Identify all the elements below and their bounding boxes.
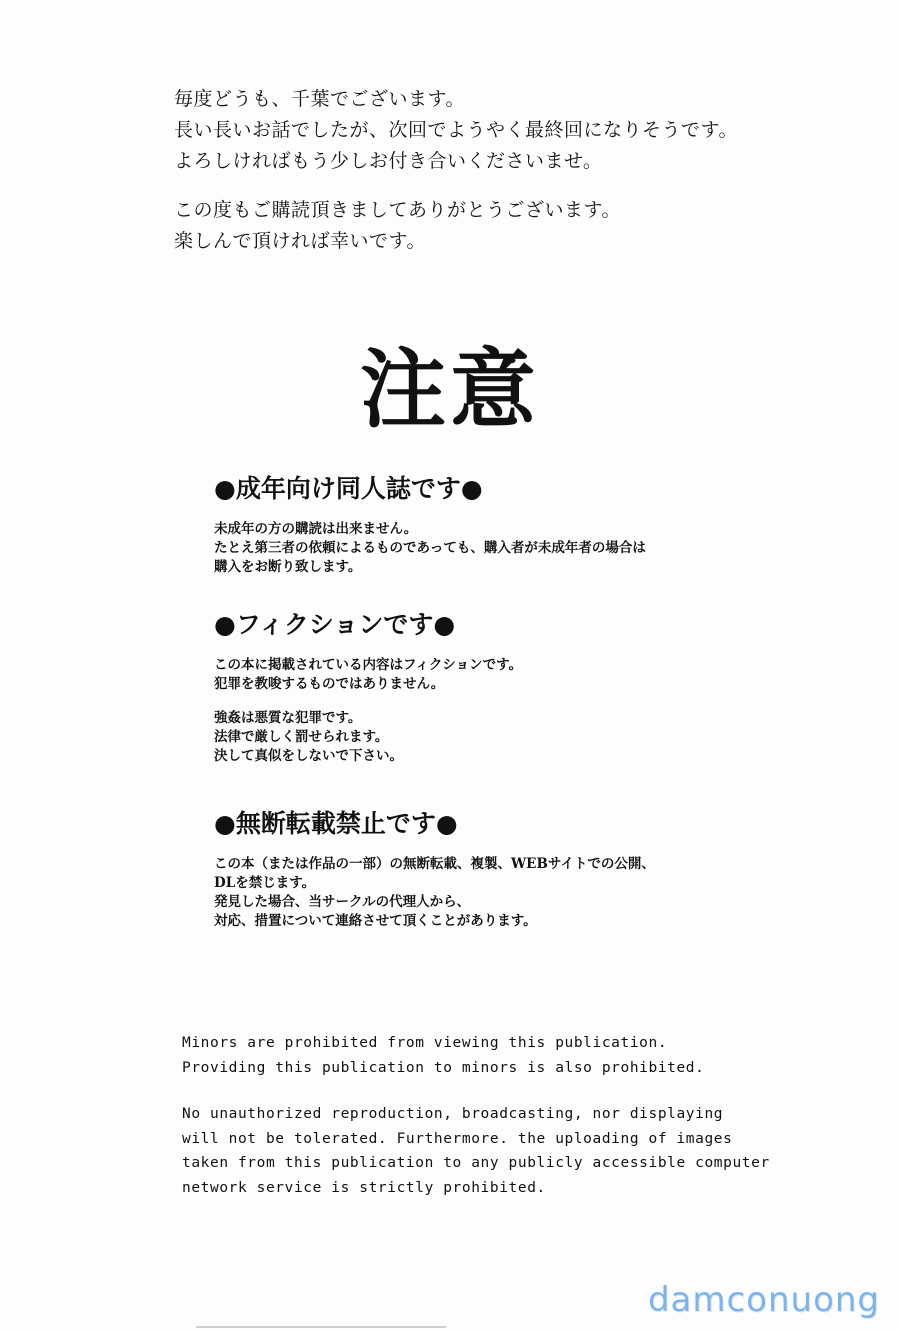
- notice-line: 強姦は悪質な犯罪です。: [214, 710, 362, 726]
- section-heading: ●フィクションです●: [214, 610, 456, 639]
- section-heading: ●無断転載禁止です●: [214, 809, 458, 838]
- section-paragraph: [214, 709, 814, 766]
- english-reproduction-notice: [182, 1102, 802, 1200]
- notice-title: 注意: [360, 339, 540, 440]
- english-line: No unauthorized reproduction, broadcasting, nor displaying: [182, 1106, 724, 1122]
- site-watermark: damconuong: [647, 1280, 880, 1320]
- english-line: taken from this publication to any publicly accessible computer: [182, 1155, 770, 1171]
- greeting-line: 楽しんで頂ければ幸いです。: [174, 230, 426, 252]
- greeting-line: 毎度どうも、千葉でございます。: [174, 88, 465, 110]
- english-line: Minors are prohibited from viewing this publication.: [182, 1035, 668, 1051]
- section-paragraph: [214, 656, 814, 694]
- fiction-notice-section: [214, 608, 814, 781]
- scan-edge-line: [196, 1326, 446, 1328]
- notice-line: 犯罪を教唆するものではありません。: [214, 676, 445, 692]
- greeting-line: 長い長いお話でしたが、次回でようやく最終回になりそうです。: [174, 119, 738, 141]
- notice-line: この本に掲載されている内容はフィクションです。: [214, 657, 523, 673]
- english-line: Providing this publication to minors is also prohibited.: [182, 1059, 705, 1076]
- notice-line: 購入をお断り致します。: [214, 559, 362, 575]
- notice-line: この本（または作品の一部）の無断転載、複製、WEBサイトでの公開、: [214, 856, 655, 872]
- notice-line: 対応、措置について連絡させて頂くことがあります。: [214, 913, 537, 929]
- notice-line: 発見した場合、当サークルの代理人から、: [214, 894, 471, 910]
- english-line: network service is strictly prohibited.: [182, 1179, 546, 1196]
- greeting-line: この度もご購読頂きましてありがとうございます。: [174, 199, 621, 221]
- no-reprint-notice-section: [214, 807, 814, 946]
- author-greeting: [174, 84, 854, 257]
- section-paragraph: [214, 520, 814, 577]
- english-minors-notice: [182, 1031, 802, 1080]
- section-heading: ●成年向け同人誌です●: [214, 474, 483, 503]
- notice-line: たとえ第三者の依頼によるものであっても、購入者が未成年者の場合は: [214, 540, 646, 556]
- notice-line: DLを禁じます。: [214, 875, 316, 891]
- english-line: will not be tolerated. Furthermore. the uploading of images: [182, 1130, 733, 1147]
- section-paragraph: [214, 855, 814, 931]
- notice-line: 法律で厳しく罰せられます。: [214, 729, 389, 745]
- notice-line: 未成年の方の購読は出来ません。: [214, 521, 418, 537]
- adult-notice-section: [214, 472, 814, 592]
- greeting-line: よろしければもう少しお付き合いくださいませ。: [174, 150, 603, 172]
- notice-line: 決して真似をしないで下さい。: [214, 748, 403, 764]
